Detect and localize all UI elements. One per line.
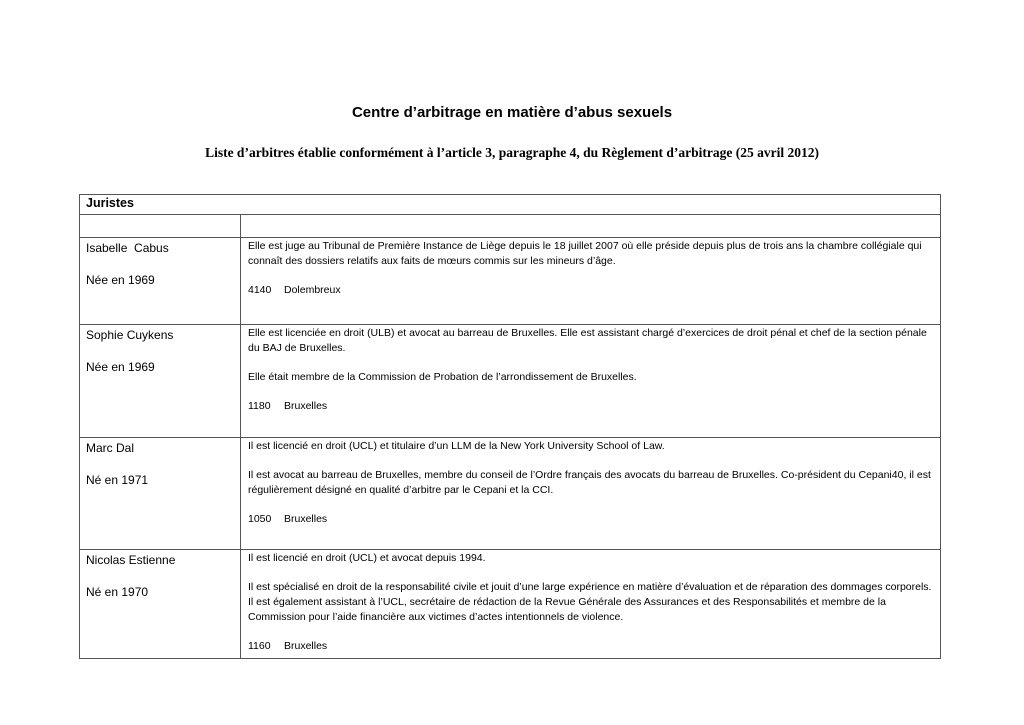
arbitre-birth-year: Née en 1969: [86, 273, 155, 287]
arbitre-city: Dolembreux: [284, 284, 341, 296]
arbitre-birth-year: Née en 1969: [86, 360, 155, 374]
arbitre-identity-cell: [80, 325, 241, 438]
arbitre-bio-paragraph: Il est spécialisé en droit de la responsabilité civile et jouit d’une large expérience en matière d’évaluation et de réparation des dommages corporels. Il est également assistant à l’UCL, secrétaire de rédaction de la Revue Générale des Assurances et des Responsabilités et membre de la Commission pour l’aide financière aux victimes d’actes intentionnels de violence.: [248, 581, 932, 623]
arbitre-bio-paragraph: Elle est licenciée en droit (ULB) et avocat au barreau de Bruxelles. Elle est assistant chargé d’exercices de droit pénal et chef de la section pénale du BAJ de Bruxelles.: [248, 327, 927, 354]
arbitre-name: Sophie Cuykens: [86, 328, 174, 342]
arbitre-row: [80, 550, 941, 659]
arbitre-postal-code: 1160: [248, 640, 271, 652]
arbitres-table: [79, 194, 941, 659]
arbitre-description-cell: [241, 438, 941, 550]
arbitre-bio-paragraph: Elle est juge au Tribunal de Première Instance de Liège depuis le 18 juillet 2007 où elle préside depuis plus de trois ans la chambre collégiale qui connaît des dossiers relatifs aux faits de mœurs commis sur les mineurs d’âge.: [248, 240, 922, 267]
document-subtitle: Liste d’arbitres établie conformément à l’article 3, paragraphe 4, du Règlement d’arbitrage (25 avril 2012): [205, 145, 819, 160]
empty-cell: [80, 215, 241, 238]
arbitre-row: [80, 438, 941, 550]
arbitre-identity-cell: [80, 438, 241, 550]
document-title: Centre d’arbitrage en matière d’abus sexuels: [351, 104, 673, 121]
section-header-row: [80, 195, 941, 215]
arbitre-description-cell: [241, 550, 941, 659]
arbitre-city: Bruxelles: [284, 400, 328, 412]
empty-row: [80, 215, 941, 238]
arbitre-postal-code: 1180: [248, 400, 271, 412]
arbitre-bio-paragraph: Il est licencié en droit (UCL) et titulaire d’un LLM de la New York University School of Law.: [248, 440, 665, 452]
section-header: Juristes: [80, 195, 941, 215]
arbitre-row: [80, 238, 941, 325]
arbitre-description-cell: [241, 325, 941, 438]
arbitre-address: [248, 399, 933, 414]
arbitre-name: Marc Dal: [86, 441, 135, 455]
arbitre-city: Bruxelles: [284, 513, 328, 525]
arbitre-address: [248, 639, 933, 654]
arbitre-bio-paragraph: Elle était membre de la Commission de Probation de l’arrondissement de Bruxelles.: [248, 371, 637, 383]
arbitre-address: [248, 512, 933, 527]
arbitre-row: [80, 325, 941, 438]
arbitre-postal-code: 1050: [248, 513, 272, 525]
arbitre-identity-cell: [80, 238, 241, 325]
arbitre-birth-year: Né en 1971: [86, 473, 149, 487]
arbitre-bio-paragraph: Il est avocat au barreau de Bruxelles, membre du conseil de l’Ordre français des avocats du barreau de Bruxelles. Co-président du Cepani40, il est régulièrement désigné en qualité d’arbitre par le Cepani et la CCI.: [248, 469, 931, 496]
arbitre-description-cell: [241, 238, 941, 325]
arbitre-birth-year: Né en 1970: [86, 585, 149, 599]
arbitre-address: [248, 283, 933, 298]
arbitre-name: Nicolas Estienne: [86, 553, 176, 567]
arbitre-identity-cell: [80, 550, 241, 659]
empty-cell: [241, 215, 941, 238]
arbitre-city: Bruxelles: [284, 640, 328, 652]
arbitre-postal-code: 4140: [248, 284, 272, 296]
arbitre-name: Isabelle Cabus: [86, 241, 169, 255]
arbitre-bio-paragraph: Il est licencié en droit (UCL) et avocat depuis 1994.: [248, 552, 486, 564]
